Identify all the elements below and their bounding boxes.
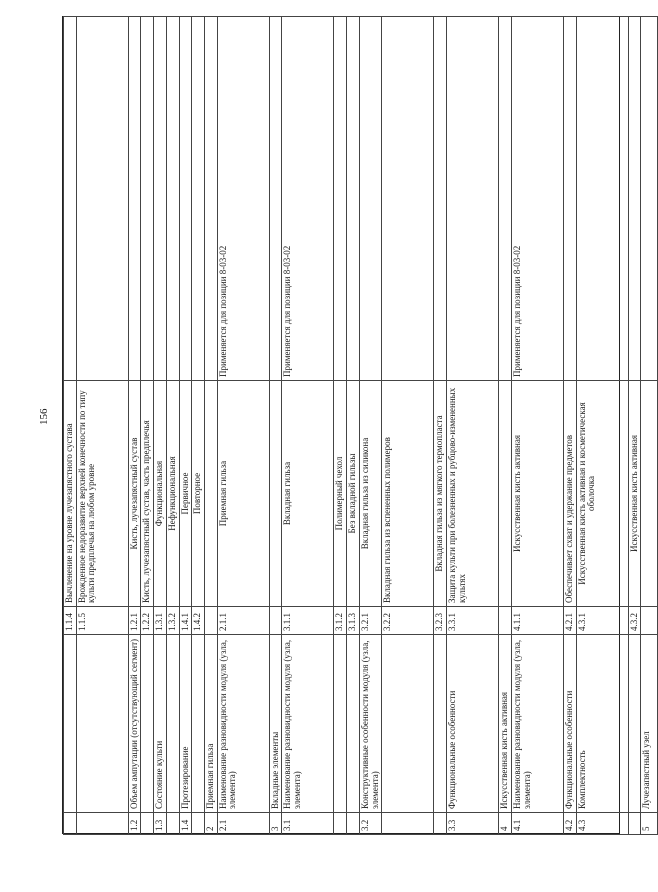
code-cell: 4.3.2 [628, 607, 641, 635]
code-cell: 1.3.1 [154, 607, 167, 635]
note-cell [154, 17, 167, 381]
code-cell [641, 607, 658, 635]
description-cell: Защита культи при болезненных и рубцово-измененных культях [447, 381, 499, 607]
code-cell: 4.1.1 [511, 607, 563, 635]
note-cell [192, 17, 205, 381]
row-number-cell: 1.2 [128, 813, 141, 835]
code-cell [499, 607, 512, 635]
note-cell [141, 17, 154, 381]
parameter-name-cell: Наименование разновидности модуля (узла, элемента) [282, 635, 334, 813]
note-cell [499, 17, 512, 381]
page-number: 156 [38, 408, 50, 425]
description-cell: Искусственная кисть активная и косметическая оболочка [576, 381, 628, 607]
table-row [511, 17, 563, 835]
description-cell: Искусственная кисть активная [628, 381, 641, 607]
row-number-cell: 2.1 [217, 813, 269, 835]
row-number-cell [334, 813, 347, 835]
note-cell [347, 17, 360, 381]
table-row [166, 17, 179, 835]
parameter-name-cell: Лучезапястный узел [641, 635, 658, 813]
parameter-name-cell: Протезирование [179, 635, 192, 813]
description-cell: Приемная гильза [217, 381, 269, 607]
code-cell [269, 607, 282, 635]
code-cell: 3.2.1 [359, 607, 381, 635]
note-cell [382, 17, 434, 381]
code-cell: 1.2.1 [128, 607, 141, 635]
row-number-cell [628, 813, 641, 835]
parameter-name-cell: Наименование разновидности модуля (узла, элемента) [217, 635, 269, 813]
note-cell [434, 17, 447, 381]
note-cell [563, 17, 576, 381]
table-row [192, 17, 205, 835]
row-number-cell: 4.1 [511, 813, 563, 835]
code-cell: 1.1.4 [64, 607, 77, 635]
note-cell: Применяется для позиции 8-03-02 [282, 17, 334, 381]
rotated-table-container [63, 17, 652, 835]
table-row [64, 17, 77, 835]
row-number-cell [382, 813, 434, 835]
specification-table [63, 16, 658, 835]
document-sheet [62, 16, 652, 834]
row-number-cell: 3.1 [282, 813, 334, 835]
note-cell [269, 17, 282, 381]
description-cell [269, 381, 282, 607]
row-number-cell [76, 813, 128, 835]
parameter-name-cell [76, 635, 128, 813]
description-cell: Вкладная гильза из силикона [359, 381, 381, 607]
parameter-name-cell: Конструктивные особенности модуля (узла, элемента) [359, 635, 381, 813]
table-row [269, 17, 282, 835]
note-cell: Применяется для позиции 8-03-02 [511, 17, 563, 381]
table-row [179, 17, 192, 835]
note-cell [334, 17, 347, 381]
code-cell: 1.4.1 [179, 607, 192, 635]
description-cell: Вкладная гильза из вспененных полимеров [382, 381, 434, 607]
table-row [563, 17, 576, 835]
table-row [434, 17, 447, 835]
row-number-cell: 3.2 [359, 813, 381, 835]
note-cell [76, 17, 128, 381]
code-cell: 3.1.1 [282, 607, 334, 635]
note-cell [628, 17, 641, 381]
note-cell [447, 17, 499, 381]
table-row [447, 17, 499, 835]
description-cell: Первичное [179, 381, 192, 607]
parameter-name-cell [64, 635, 77, 813]
table-row [154, 17, 167, 835]
description-cell: Вкладная гильза [282, 381, 334, 607]
code-cell: 4.3.1 [576, 607, 628, 635]
note-cell: Применяется для позиции 8-03-02 [217, 17, 269, 381]
code-cell: 1.3.2 [166, 607, 179, 635]
table-row [382, 17, 434, 835]
row-number-cell: 5 [641, 813, 658, 835]
description-cell: Вычленение на уровне лучезапястного сустава [64, 381, 77, 607]
row-number-cell [141, 813, 154, 835]
row-number-cell [64, 813, 77, 835]
row-number-cell [166, 813, 179, 835]
code-cell [205, 607, 218, 635]
note-cell [179, 17, 192, 381]
row-number-cell [347, 813, 360, 835]
code-cell: 3.2.3 [434, 607, 447, 635]
row-number-cell: 4.3 [576, 813, 628, 835]
parameter-name-cell: Приемная гильза [205, 635, 218, 813]
parameter-name-cell: Объем ампутации (отсутствующий сегмент) [128, 635, 141, 813]
parameter-name-cell [166, 635, 179, 813]
parameter-name-cell: Состояние культи [154, 635, 167, 813]
description-cell: Без вкладной гильзы [347, 381, 360, 607]
description-cell: Врожденное недоразвитие верхней конечности по типу культи предплечья на любом уровне [76, 381, 128, 607]
description-cell: Полимерный чехол [334, 381, 347, 607]
description-cell: Кисть, лучезапястный сустав [128, 381, 141, 607]
parameter-name-cell [382, 635, 434, 813]
note-cell [359, 17, 381, 381]
note-cell [166, 17, 179, 381]
code-cell: 4.2.1 [563, 607, 576, 635]
table-row [217, 17, 269, 835]
table-row [359, 17, 381, 835]
description-cell: Повторное [192, 381, 205, 607]
note-cell [64, 17, 77, 381]
description-cell [641, 381, 658, 607]
table-row [628, 17, 641, 835]
description-cell: Нефункциональная [166, 381, 179, 607]
table-row [576, 17, 628, 835]
description-cell: Обеспечивает схват и удержание предметов [563, 381, 576, 607]
description-cell: Функциональная [154, 381, 167, 607]
table-row [347, 17, 360, 835]
note-cell [641, 17, 658, 381]
note-cell [576, 17, 628, 381]
row-number-cell: 1.4 [179, 813, 192, 835]
description-cell: Искусственная кисть активная [511, 381, 563, 607]
row-number-cell: 1.3 [154, 813, 167, 835]
row-number-cell: 4.2 [563, 813, 576, 835]
parameter-name-cell: Искусственная кисть активная [499, 635, 512, 813]
code-cell: 2.1.1 [217, 607, 269, 635]
row-number-cell [434, 813, 447, 835]
code-cell: 3.3.1 [447, 607, 499, 635]
parameter-name-cell: Комплектность [576, 635, 628, 813]
table-row [128, 17, 141, 835]
table-row [499, 17, 512, 835]
parameter-name-cell [347, 635, 360, 813]
code-cell: 1.1.5 [76, 607, 128, 635]
note-cell [205, 17, 218, 381]
parameter-name-cell [434, 635, 447, 813]
parameter-name-cell: Наименование разновидности модуля (узла, элемента) [511, 635, 563, 813]
row-number-cell: 3 [269, 813, 282, 835]
code-cell: 3.1.3 [347, 607, 360, 635]
row-number-cell: 2 [205, 813, 218, 835]
description-cell: Вкладная гильза из мягкого термопласта [434, 381, 447, 607]
table-row [205, 17, 218, 835]
parameter-name-cell [141, 635, 154, 813]
code-cell: 1.4.2 [192, 607, 205, 635]
row-number-cell: 3.3 [447, 813, 499, 835]
table-row [282, 17, 334, 835]
parameter-name-cell: Вкладные элементы [269, 635, 282, 813]
table-row [334, 17, 347, 835]
table-row [141, 17, 154, 835]
parameter-name-cell [334, 635, 347, 813]
table-row [641, 17, 658, 835]
parameter-name-cell: Функциональные особенности [447, 635, 499, 813]
row-number-cell [192, 813, 205, 835]
parameter-name-cell [192, 635, 205, 813]
code-cell: 1.2.2 [141, 607, 154, 635]
code-cell: 3.1.2 [334, 607, 347, 635]
parameter-name-cell [628, 635, 641, 813]
parameter-name-cell: Функциональные особенности [563, 635, 576, 813]
row-number-cell: 4 [499, 813, 512, 835]
note-cell [128, 17, 141, 381]
table-row [76, 17, 128, 835]
code-cell: 3.2.2 [382, 607, 434, 635]
description-cell [205, 381, 218, 607]
description-cell: Кисть, лучезапястный сустав, часть предплечья [141, 381, 154, 607]
description-cell [499, 381, 512, 607]
